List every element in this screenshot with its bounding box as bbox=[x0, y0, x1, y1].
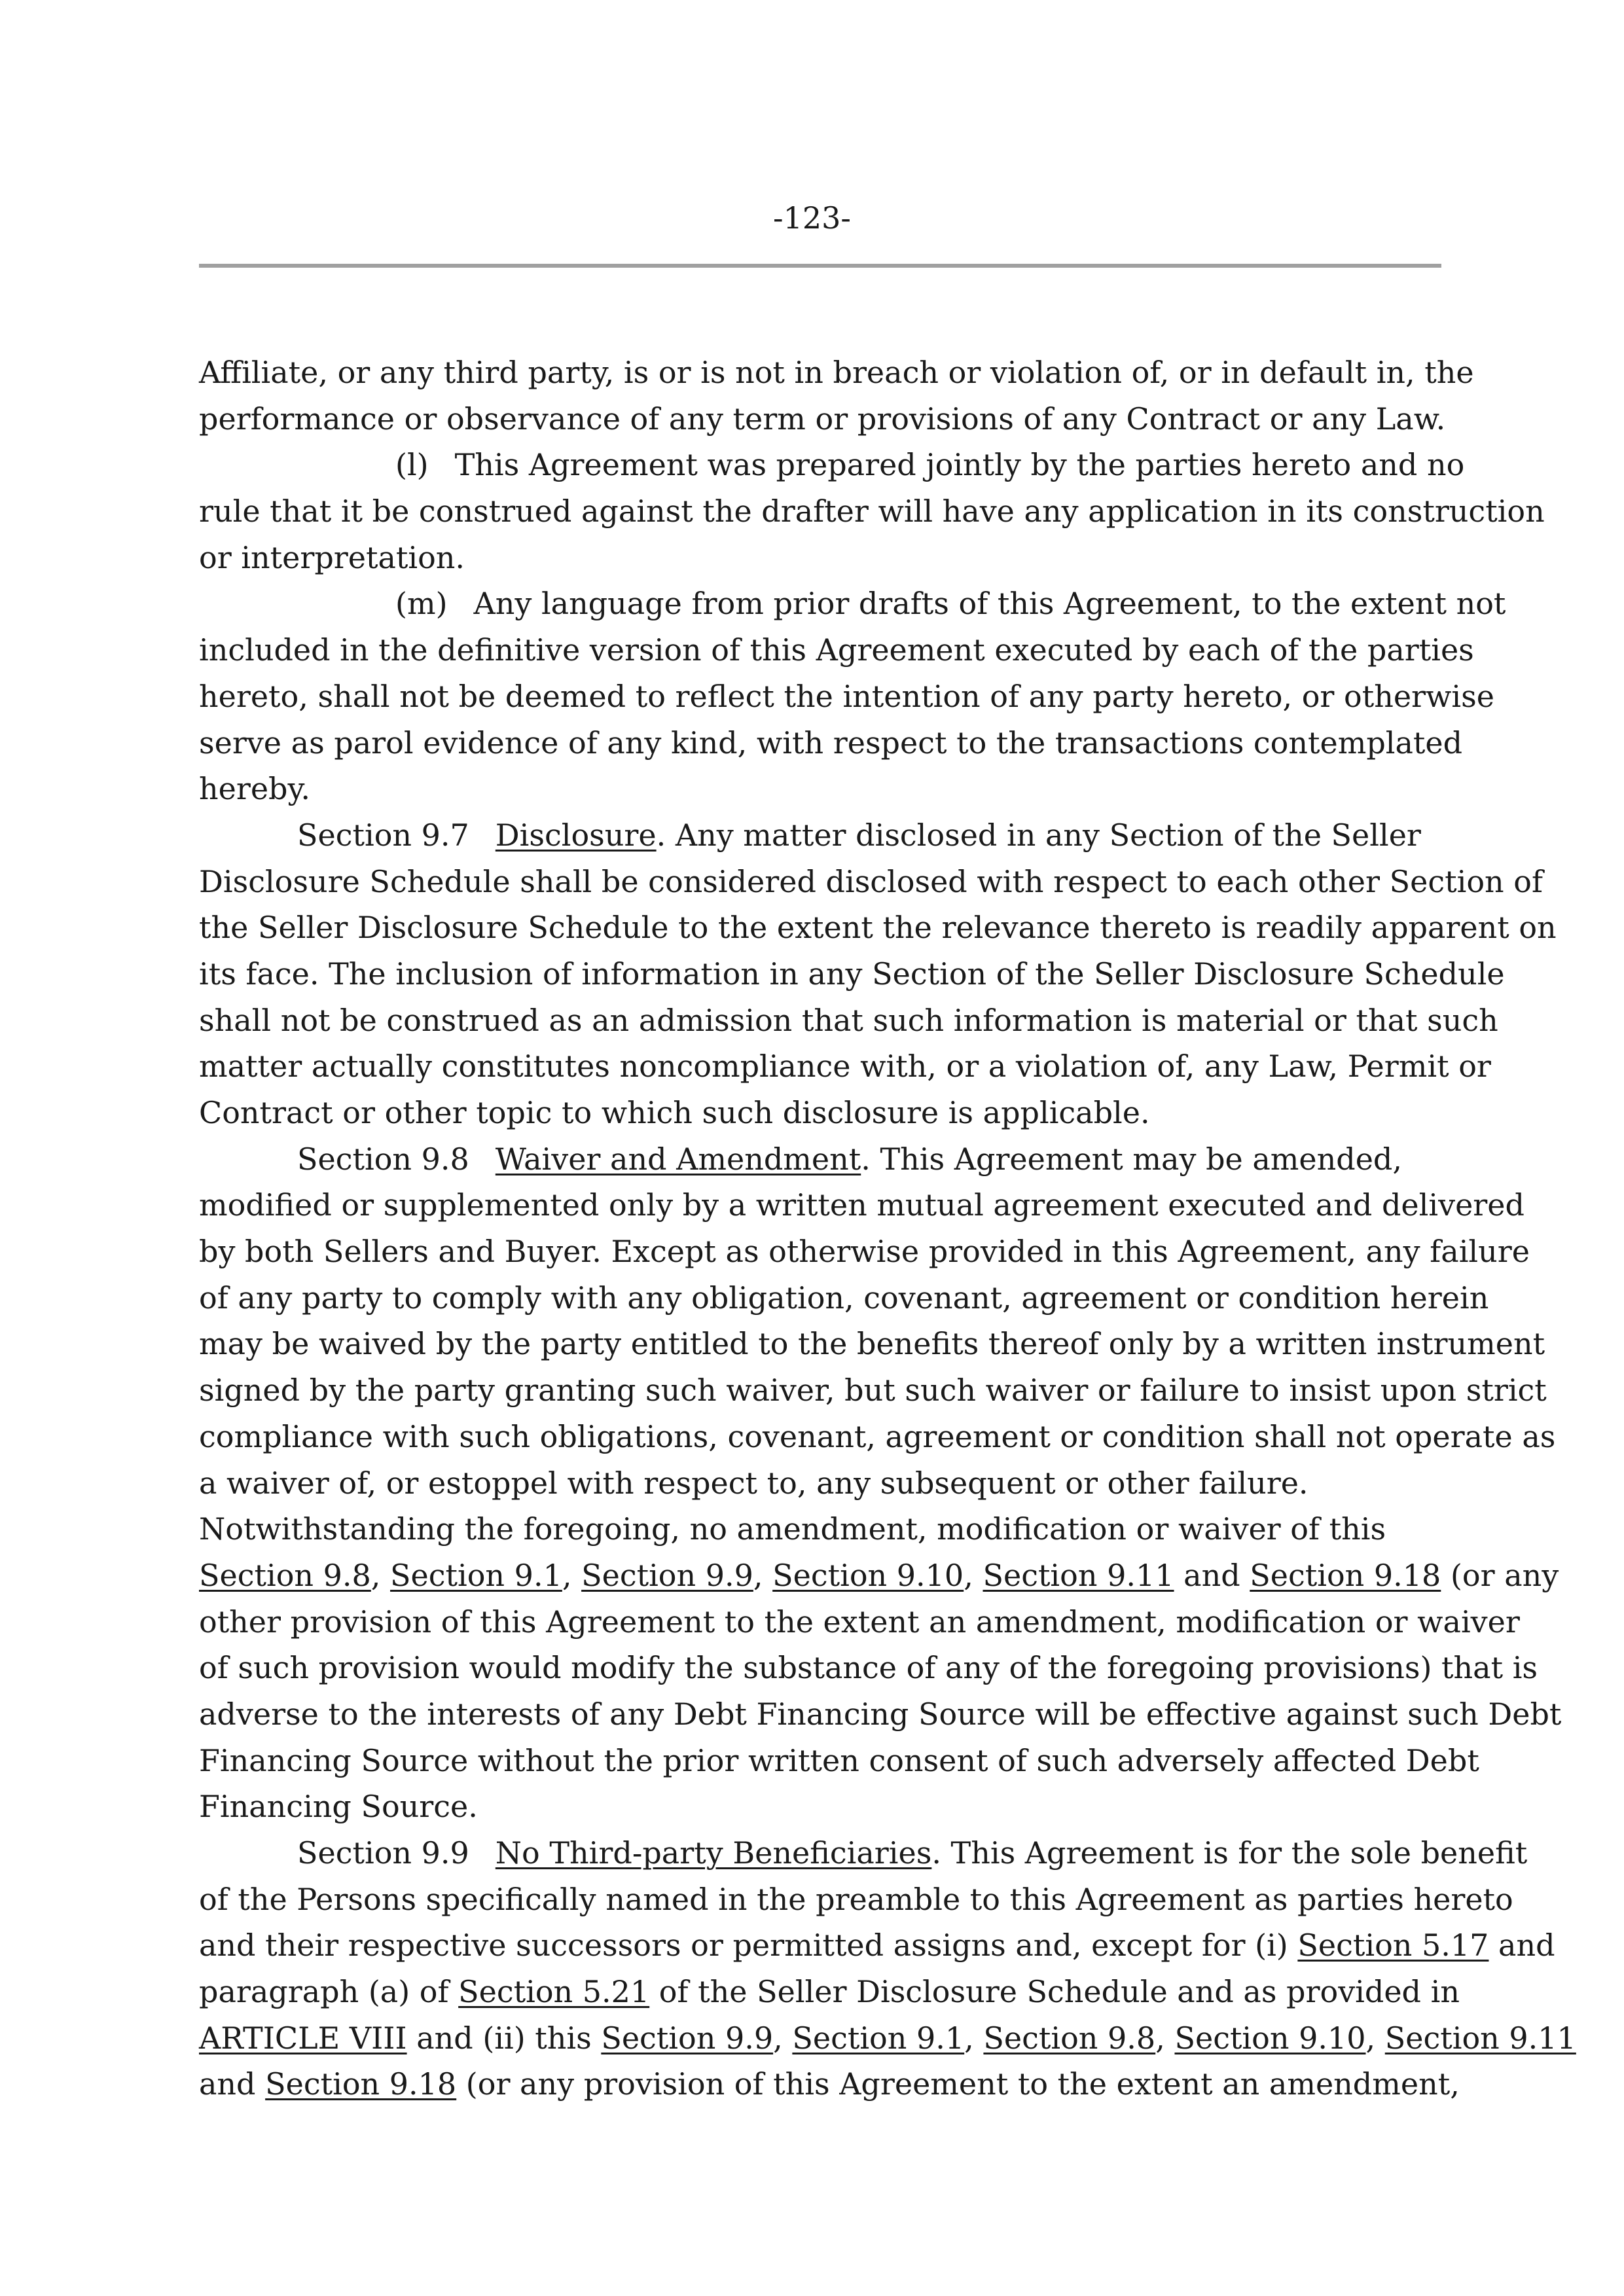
text-run: Section 9.9 bbox=[297, 1835, 469, 1871]
text-line bbox=[199, 720, 1463, 766]
section-reference: Section 9.11 bbox=[983, 1557, 1174, 1593]
text-run: of the Persons specifically named in the preamble to this Agreement as parties hereto bbox=[199, 1881, 1513, 1917]
section-reference: Section 9.11 bbox=[1384, 2020, 1576, 2056]
text-line bbox=[199, 396, 1446, 442]
section-reference: Section 9.10 bbox=[772, 1557, 964, 1593]
text-line bbox=[199, 1460, 1441, 1507]
text-line bbox=[199, 1043, 1491, 1090]
text-run: Section 9.7 bbox=[297, 817, 469, 853]
text-run: matter actually constitutes noncompliance with, or a violation of, any Law, Permit or bbox=[199, 1049, 1491, 1085]
section-reference: Section 9.18 bbox=[265, 2066, 457, 2102]
text-run: modified or supplemented only by a written mutual agreement executed and delivered bbox=[199, 1187, 1525, 1223]
text-run: a waiver of, or estoppel with respect to, any subsequent or other failure. bbox=[199, 1465, 1308, 1501]
text-line bbox=[199, 581, 1506, 627]
text-run: compliance with such obligations, covenant, agreement or condition shall not operate as bbox=[199, 1418, 1556, 1454]
text-line bbox=[199, 1090, 1441, 1136]
text-run: serve as parol evidence of any kind, with respect to the transactions contemplated bbox=[199, 725, 1463, 761]
text-run: (l) bbox=[395, 447, 429, 483]
text-run: may be waived by the party entitled to the benefits thereof only by a written instrument bbox=[199, 1326, 1545, 1362]
section-reference: No Third-party Beneficiaries bbox=[495, 1835, 932, 1871]
text-run: , bbox=[562, 1557, 582, 1593]
section-reference: Section 9.8 bbox=[983, 2020, 1156, 2056]
section-reference: Section 5.21 bbox=[458, 1974, 650, 2010]
text-line bbox=[199, 350, 1474, 396]
text-run: Notwithstanding the foregoing, no amendment, modification or waiver of this bbox=[199, 1511, 1386, 1547]
header-divider bbox=[199, 264, 1441, 268]
text-run: . This Agreement is for the sole benefit bbox=[931, 1835, 1528, 1871]
text-run: of the Seller Disclosure Schedule and as provided in bbox=[649, 1974, 1460, 2010]
text-line bbox=[199, 2015, 1576, 2062]
text-run: , bbox=[773, 2020, 793, 2056]
text-line bbox=[199, 1969, 1460, 2015]
text-run: hereto, shall not be deemed to reflect the intention of any party hereto, or otherwise bbox=[199, 678, 1494, 714]
section-reference: Section 9.1 bbox=[390, 1557, 562, 1593]
text-line bbox=[199, 673, 1494, 720]
text-run: Disclosure Schedule shall be considered disclosed with respect to each other Section of bbox=[199, 863, 1543, 899]
text-line bbox=[199, 1506, 1441, 1552]
text-run: by both Sellers and Buyer. Except as otherwise provided in this Agreement, any failure bbox=[199, 1234, 1530, 1270]
text-line bbox=[199, 951, 1505, 997]
text-run: , bbox=[1365, 2020, 1385, 2056]
text-run: of any party to comply with any obligation, covenant, agreement or condition herein bbox=[199, 1280, 1489, 1316]
text-run: (or any bbox=[1441, 1557, 1559, 1593]
text-run: Contract or other topic to which such disclosure is applicable. bbox=[199, 1095, 1150, 1130]
section-reference: Section 5.17 bbox=[1297, 1928, 1489, 1964]
text-run: and bbox=[1174, 1557, 1250, 1593]
document-body bbox=[199, 350, 1576, 2108]
text-run: , bbox=[964, 1557, 983, 1593]
text-line bbox=[199, 1645, 1538, 1691]
text-run: hereby. bbox=[199, 771, 311, 807]
section-reference: Section 9.9 bbox=[581, 1557, 753, 1593]
text-run: and (ii) this bbox=[406, 2020, 602, 2056]
section-reference: Section 9.9 bbox=[601, 2020, 774, 2056]
text-line bbox=[199, 1552, 1559, 1599]
section-reference: Disclosure bbox=[495, 817, 657, 853]
text-line bbox=[199, 1321, 1545, 1367]
text-run: the Seller Disclosure Schedule to the extent the relevance thereto is readily apparent on bbox=[199, 910, 1557, 946]
section-reference: Section 9.1 bbox=[792, 2020, 965, 2056]
text-run: , bbox=[1155, 2020, 1175, 2056]
text-line bbox=[199, 1691, 1562, 1738]
text-run: (m) bbox=[395, 586, 448, 622]
text-run: Affiliate, or any third party, is or is not in breach or violation of, or in default in, the bbox=[199, 355, 1474, 390]
text-line bbox=[199, 1876, 1513, 1923]
text-line bbox=[199, 812, 1441, 859]
text-run: or interpretation. bbox=[199, 539, 465, 575]
text-run: signed by the party granting such waiver, but such waiver or failure to insist upon strict bbox=[199, 1372, 1547, 1408]
text-line bbox=[199, 766, 1441, 812]
text-run: Section 9.8 bbox=[297, 1141, 469, 1177]
section-reference: ARTICLE VIII bbox=[199, 2020, 407, 2056]
text-run: This Agreement was prepared jointly by the parties hereto and no bbox=[454, 447, 1465, 483]
text-line bbox=[199, 1182, 1525, 1229]
text-run: other provision of this Agreement to the extent an amendment, modification or waiver bbox=[199, 1604, 1520, 1640]
text-line bbox=[199, 1738, 1479, 1784]
section-reference: Waiver and Amendment bbox=[495, 1141, 861, 1177]
text-run: (or any provision of this Agreement to the extent an amendment, bbox=[456, 2066, 1460, 2102]
text-run: Any language from prior drafts of this Agreement, to the extent not bbox=[473, 586, 1506, 622]
text-line bbox=[199, 2061, 1460, 2108]
text-run: and their respective successors or permitted assigns and, except for (i) bbox=[199, 1928, 1298, 1964]
text-run: performance or observance of any term or provisions of any Contract or any Law. bbox=[199, 401, 1446, 437]
text-run: paragraph (a) of bbox=[199, 1974, 459, 2010]
text-line bbox=[199, 905, 1557, 951]
text-line bbox=[199, 1229, 1530, 1275]
text-run: . This Agreement may be amended, bbox=[861, 1141, 1402, 1177]
text-run: . Any matter disclosed in any Section of the Seller bbox=[656, 817, 1421, 853]
text-line bbox=[199, 1414, 1556, 1460]
text-run: shall not be construed as an admission that such information is material or that such bbox=[199, 1002, 1498, 1038]
text-line bbox=[199, 1367, 1547, 1414]
text-run: its face. The inclusion of information in any Section of the Seller Disclosure Schedule bbox=[199, 956, 1505, 992]
text-run: and bbox=[1489, 1928, 1555, 1964]
section-reference: Section 9.8 bbox=[199, 1557, 371, 1593]
text-run: , bbox=[370, 1557, 391, 1593]
text-line bbox=[199, 1922, 1555, 1969]
text-run: Financing Source. bbox=[199, 1789, 478, 1825]
text-run: of such provision would modify the substance of any of the foregoing provisions) that is bbox=[199, 1650, 1538, 1686]
text-line bbox=[199, 859, 1543, 905]
text-run: rule that it be construed against the drafter will have any application in its construction bbox=[199, 493, 1545, 529]
section-reference: Section 9.10 bbox=[1174, 2020, 1366, 2056]
text-run: , bbox=[964, 2020, 984, 2056]
text-line bbox=[199, 1599, 1520, 1645]
section-reference: Section 9.18 bbox=[1250, 1557, 1441, 1593]
text-run: included in the definitive version of this Agreement executed by each of the parties bbox=[199, 632, 1474, 668]
page-number: -123- bbox=[773, 200, 851, 236]
text-line bbox=[199, 488, 1545, 535]
text-run: Financing Source without the prior written consent of such adversely affected Debt bbox=[199, 1742, 1479, 1778]
text-line bbox=[199, 1275, 1489, 1321]
text-run: , bbox=[753, 1557, 773, 1593]
text-line bbox=[199, 627, 1474, 673]
text-run: and bbox=[199, 2066, 266, 2102]
text-line bbox=[199, 535, 1441, 581]
text-line bbox=[199, 1784, 1441, 1830]
text-line bbox=[199, 1830, 1528, 1876]
text-line bbox=[199, 997, 1498, 1044]
text-run: adverse to the interests of any Debt Financing Source will be effective against such Debt bbox=[199, 1696, 1562, 1732]
text-line bbox=[199, 1136, 1441, 1183]
text-line bbox=[199, 442, 1465, 488]
